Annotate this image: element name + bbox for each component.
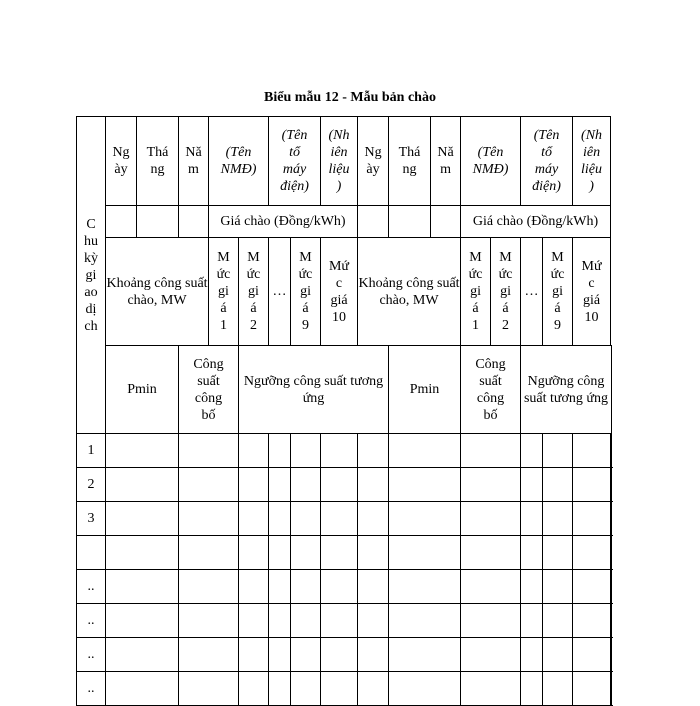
month-header bbox=[137, 117, 179, 206]
table-cell bbox=[269, 570, 291, 604]
table-cell bbox=[521, 468, 543, 502]
month-header-2 bbox=[389, 117, 431, 206]
table-cell bbox=[389, 468, 461, 502]
table-cell bbox=[179, 434, 239, 468]
plant-name-header bbox=[209, 117, 269, 206]
year-cell-2 bbox=[431, 206, 461, 238]
unit-name-label-2: (Tên tổ máy điện) bbox=[532, 128, 561, 194]
table-cell bbox=[179, 672, 239, 706]
table-cell bbox=[543, 638, 573, 672]
header-row-capacity bbox=[77, 346, 612, 434]
table-cell bbox=[461, 570, 521, 604]
table-cell bbox=[321, 570, 358, 604]
table-cell bbox=[358, 434, 389, 468]
table-cell bbox=[389, 536, 461, 570]
row-label: .. bbox=[88, 613, 95, 628]
year-cell bbox=[179, 206, 209, 238]
price-level-10-label: Mứ c giá 10 bbox=[329, 259, 349, 325]
table-cell bbox=[239, 672, 269, 706]
price-level-10-label-b: Mứ c giá 10 bbox=[582, 259, 602, 325]
table-cell bbox=[461, 604, 521, 638]
row-label-cell bbox=[77, 604, 106, 638]
table-cell bbox=[521, 502, 543, 536]
price-label-2: Giá chào (Đồng/kWh) bbox=[473, 214, 598, 229]
row-label-cell bbox=[77, 672, 106, 706]
table-cell bbox=[461, 536, 521, 570]
table-cell bbox=[106, 502, 179, 536]
table-cell bbox=[543, 434, 573, 468]
declared-capacity-label-2: Công suất công bố bbox=[475, 357, 505, 423]
row-label: .. bbox=[88, 647, 95, 662]
table-cell bbox=[269, 502, 291, 536]
row-label-cell bbox=[77, 570, 106, 604]
table-cell bbox=[521, 570, 543, 604]
fuel-label-2: (Nh iên liệu ) bbox=[581, 128, 602, 194]
price-level-2-b bbox=[491, 238, 521, 346]
range-label-cell-2 bbox=[358, 238, 461, 346]
table-cell bbox=[291, 672, 321, 706]
year-header-2 bbox=[431, 117, 461, 206]
table-cell bbox=[321, 638, 358, 672]
unit-name-header-2 bbox=[521, 117, 573, 206]
month-label: Thá ng bbox=[147, 145, 169, 177]
day-label-2: Ng ày bbox=[364, 145, 381, 177]
header-row-price bbox=[77, 206, 612, 238]
table-cell bbox=[358, 672, 389, 706]
day-header-2 bbox=[358, 117, 389, 206]
table-cell bbox=[239, 434, 269, 468]
table-cell bbox=[358, 536, 389, 570]
row-label-cell bbox=[77, 434, 106, 468]
table-cell bbox=[291, 536, 321, 570]
row-label-cell bbox=[77, 502, 106, 536]
table-cell bbox=[461, 638, 521, 672]
price-level-9-label: M ức gi á 9 bbox=[299, 250, 313, 333]
table-cell bbox=[573, 672, 611, 706]
table-cell bbox=[389, 604, 461, 638]
table-cell bbox=[291, 570, 321, 604]
table-cell bbox=[521, 434, 543, 468]
table-cell bbox=[543, 604, 573, 638]
cycle-header-cell bbox=[77, 117, 106, 434]
table-row bbox=[77, 638, 612, 672]
table-cell bbox=[321, 468, 358, 502]
price-level-2 bbox=[239, 238, 269, 346]
price-level-ellipsis-b bbox=[521, 238, 543, 346]
table-cell bbox=[291, 468, 321, 502]
range-label-2: Khoảng công suất chào, MW bbox=[358, 276, 459, 308]
table-cell bbox=[573, 434, 611, 468]
table-cell bbox=[321, 672, 358, 706]
table-cell bbox=[106, 468, 179, 502]
price-level-ellipsis bbox=[269, 238, 291, 346]
table-cell bbox=[269, 638, 291, 672]
price-level-10 bbox=[321, 238, 358, 346]
threshold-cell-2 bbox=[521, 346, 612, 434]
price-level-1-label-b: M ức gi á 1 bbox=[469, 250, 483, 333]
table-cell bbox=[269, 434, 291, 468]
table-cell bbox=[461, 434, 521, 468]
fuel-label: (Nh iên liệu ) bbox=[329, 128, 350, 194]
table-cell bbox=[179, 468, 239, 502]
table-cell bbox=[461, 502, 521, 536]
unit-name-label: (Tên tổ máy điện) bbox=[280, 128, 309, 194]
plant-name-label-2: (Tên NMĐ) bbox=[473, 145, 509, 177]
table-cell bbox=[521, 638, 543, 672]
ellipsis-label: … bbox=[273, 284, 287, 299]
table-cell bbox=[239, 468, 269, 502]
table-cell bbox=[521, 672, 543, 706]
table-cell bbox=[543, 502, 573, 536]
table-row bbox=[77, 672, 612, 706]
table-cell bbox=[106, 604, 179, 638]
table-cell bbox=[461, 672, 521, 706]
month-cell bbox=[137, 206, 179, 238]
plant-name-label: (Tên NMĐ) bbox=[221, 145, 257, 177]
table-cell bbox=[521, 604, 543, 638]
table-cell bbox=[358, 604, 389, 638]
row-label-cell bbox=[77, 638, 106, 672]
table-cell bbox=[389, 434, 461, 468]
table-cell bbox=[573, 536, 611, 570]
table-cell bbox=[269, 536, 291, 570]
row-label: 1 bbox=[88, 443, 95, 458]
unit-name-header bbox=[269, 117, 321, 206]
row-label: .. bbox=[88, 681, 95, 696]
row-label: .. bbox=[88, 579, 95, 594]
table-cell bbox=[543, 468, 573, 502]
table-cell bbox=[321, 604, 358, 638]
fuel-header-2 bbox=[573, 117, 611, 206]
table-cell bbox=[321, 536, 358, 570]
table-cell bbox=[543, 536, 573, 570]
range-label: Khoảng công suất chào, MW bbox=[106, 276, 207, 308]
table-cell bbox=[269, 604, 291, 638]
table-cell bbox=[106, 672, 179, 706]
threshold-label: Ngưỡng công suất tương ứng bbox=[244, 374, 383, 406]
declared-capacity-cell-2 bbox=[461, 346, 521, 434]
table-row bbox=[77, 570, 612, 604]
price-level-9-b bbox=[543, 238, 573, 346]
fuel-header bbox=[321, 117, 358, 206]
table-cell bbox=[106, 570, 179, 604]
day-label: Ng ày bbox=[112, 145, 129, 177]
table-cell bbox=[106, 434, 179, 468]
row-label: 2 bbox=[88, 477, 95, 492]
row-label-cell bbox=[77, 536, 106, 570]
table-cell bbox=[358, 468, 389, 502]
pmin-cell-2 bbox=[389, 346, 461, 434]
table-row bbox=[77, 434, 612, 468]
row-label: 3 bbox=[88, 511, 95, 526]
price-level-1-label: M ức gi á 1 bbox=[217, 250, 231, 333]
pmin-cell bbox=[106, 346, 179, 434]
table-cell bbox=[358, 570, 389, 604]
table-row bbox=[77, 502, 612, 536]
header-row-levels bbox=[77, 238, 612, 346]
table-cell bbox=[239, 570, 269, 604]
table-cell bbox=[389, 570, 461, 604]
table-cell bbox=[179, 604, 239, 638]
data-rows bbox=[77, 434, 612, 706]
price-level-2-label-b: M ức gi á 2 bbox=[499, 250, 513, 333]
threshold-cell bbox=[239, 346, 389, 434]
pmin-label: Pmin bbox=[127, 382, 157, 397]
price-level-9 bbox=[291, 238, 321, 346]
table-cell bbox=[389, 672, 461, 706]
threshold-label-2: Ngưỡng công suất tương ứng bbox=[524, 374, 608, 406]
price-level-9-label-b: M ức gi á 9 bbox=[551, 250, 565, 333]
table-cell bbox=[269, 672, 291, 706]
pmin-label-2: Pmin bbox=[410, 382, 440, 397]
table-cell bbox=[106, 638, 179, 672]
table-cell bbox=[573, 570, 611, 604]
table-cell bbox=[573, 468, 611, 502]
table-row bbox=[77, 536, 612, 570]
table-cell bbox=[543, 570, 573, 604]
table-cell bbox=[291, 502, 321, 536]
table-cell bbox=[461, 468, 521, 502]
table-cell bbox=[106, 536, 179, 570]
table-cell bbox=[389, 638, 461, 672]
table-cell bbox=[291, 638, 321, 672]
table-cell bbox=[239, 536, 269, 570]
table-cell bbox=[239, 638, 269, 672]
table-row bbox=[77, 604, 612, 638]
day-cell-2 bbox=[358, 206, 389, 238]
declared-capacity-cell bbox=[179, 346, 239, 434]
table-cell bbox=[573, 604, 611, 638]
row-label-cell bbox=[77, 468, 106, 502]
table-cell bbox=[389, 502, 461, 536]
table-row bbox=[77, 468, 612, 502]
price-level-10-b bbox=[573, 238, 611, 346]
table-cell bbox=[321, 434, 358, 468]
header-row-ids bbox=[77, 117, 612, 206]
month-cell-2 bbox=[389, 206, 431, 238]
table-cell bbox=[358, 502, 389, 536]
cycle-header-text: C hu kỳ gi ao dị ch bbox=[84, 217, 98, 334]
table-cell bbox=[291, 434, 321, 468]
year-label: Nă m bbox=[185, 145, 201, 177]
table-cell bbox=[573, 638, 611, 672]
ellipsis-label-b: … bbox=[525, 284, 539, 299]
table-cell bbox=[543, 672, 573, 706]
table-cell bbox=[179, 502, 239, 536]
table-cell bbox=[179, 536, 239, 570]
year-label-2: Nă m bbox=[437, 145, 453, 177]
table-cell bbox=[179, 638, 239, 672]
table-cell bbox=[521, 536, 543, 570]
price-label-cell-2 bbox=[461, 206, 611, 238]
price-level-1-b bbox=[461, 238, 491, 346]
range-label-cell bbox=[106, 238, 209, 346]
day-header bbox=[106, 117, 137, 206]
price-level-2-label: M ức gi á 2 bbox=[247, 250, 261, 333]
day-cell bbox=[106, 206, 137, 238]
month-label-2: Thá ng bbox=[399, 145, 421, 177]
table-cell bbox=[239, 604, 269, 638]
form-title: Biểu mẫu 12 - Mẫu bản chào bbox=[0, 89, 700, 107]
table-cell bbox=[269, 468, 291, 502]
plant-name-header-2 bbox=[461, 117, 521, 206]
table-cell bbox=[291, 604, 321, 638]
table-cell bbox=[573, 502, 611, 536]
declared-capacity-label: Công suất công bố bbox=[193, 357, 223, 423]
table-cell bbox=[358, 638, 389, 672]
price-level-1 bbox=[209, 238, 239, 346]
price-label: Giá chào (Đồng/kWh) bbox=[220, 214, 345, 229]
table-cell bbox=[239, 502, 269, 536]
offer-table bbox=[76, 116, 612, 706]
year-header bbox=[179, 117, 209, 206]
price-label-cell bbox=[209, 206, 358, 238]
table-cell bbox=[321, 502, 358, 536]
table-cell bbox=[179, 570, 239, 604]
